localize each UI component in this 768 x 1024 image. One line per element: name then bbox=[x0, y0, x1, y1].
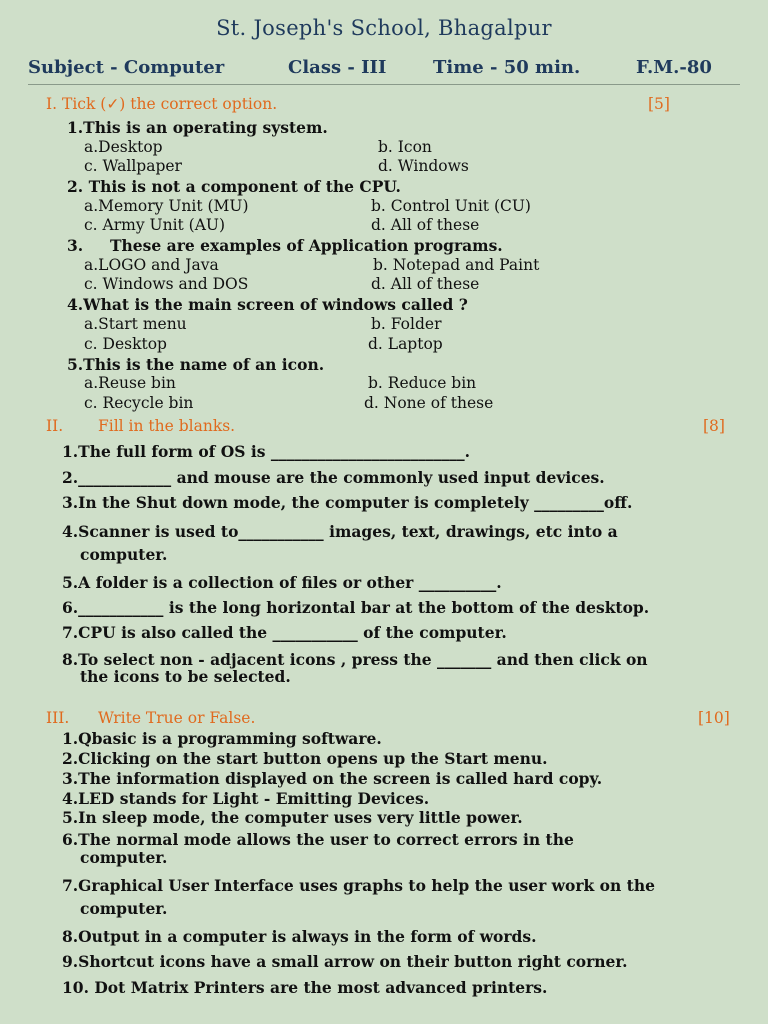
time-label: Time - 50 min. bbox=[433, 57, 581, 78]
mcq-2-option-c: c. Army Unit (AU) bbox=[84, 216, 226, 234]
section-2-title: Fill in the blanks. bbox=[98, 417, 236, 435]
mcq-5-option-c: c. Recycle bin bbox=[84, 394, 194, 412]
section-2-marks: [8] bbox=[703, 417, 725, 435]
mcq-question-4: 4.What is the main screen of windows called ? bbox=[67, 295, 468, 314]
header-divider bbox=[28, 84, 740, 85]
mcq-3-option-b: b. Notepad and Paint bbox=[373, 256, 540, 274]
mcq-1-option-c: c. Wallpaper bbox=[84, 157, 182, 175]
true-false-4: 4.LED stands for Light - Emitting Devices. bbox=[62, 789, 430, 808]
section-1-title: I. Tick (✓) the correct option. bbox=[46, 95, 278, 113]
true-false-8: 8.Output in a computer is always in the form of words. bbox=[62, 927, 537, 946]
mcq-4-option-d: d. Laptop bbox=[368, 335, 443, 353]
true-false-6: 6.The normal mode allows the user to correct errors in the bbox=[62, 830, 574, 849]
mcq-3-option-d: d. All of these bbox=[371, 275, 480, 293]
section-1-marks: [5] bbox=[648, 95, 670, 113]
mcq-4-option-b: b. Folder bbox=[371, 315, 442, 333]
mcq-4-option-c: c. Desktop bbox=[84, 335, 167, 353]
section-3-marks: [10] bbox=[698, 709, 730, 727]
mcq-4-option-a: a.Start menu bbox=[84, 315, 187, 333]
mcq-5-option-d: d. None of these bbox=[364, 394, 494, 412]
subject-label: Subject - Computer bbox=[28, 57, 225, 78]
mcq-question-1: 1.This is an operating system. bbox=[67, 118, 328, 137]
mcq-question-2: 2. This is not a component of the CPU. bbox=[67, 177, 401, 196]
true-false-9: 9.Shortcut icons have a small arrow on their button right corner. bbox=[62, 952, 628, 971]
section-2-number: II. bbox=[46, 417, 64, 435]
mcq-5-option-b: b. Reduce bin bbox=[368, 374, 477, 392]
mcq-3-option-c: c. Windows and DOS bbox=[84, 275, 249, 293]
fill-blank-5: 5.A folder is a collection of files or other __________. bbox=[62, 573, 502, 592]
mcq-5-option-a: a.Reuse bin bbox=[84, 374, 176, 392]
true-false-2: 2.Clicking on the start button opens up the Start menu. bbox=[62, 749, 548, 768]
mcq-3-option-a: a.LOGO and Java bbox=[84, 256, 219, 274]
fill-blank-1: 1.The full form of OS is _________________________. bbox=[62, 442, 470, 461]
fill-blank-4-cont: computer. bbox=[80, 545, 168, 564]
mcq-2-option-a: a.Memory Unit (MU) bbox=[84, 197, 249, 215]
true-false-3: 3.The information displayed on the screen is called hard copy. bbox=[62, 769, 603, 788]
mcq-1-option-a: a.Desktop bbox=[84, 138, 163, 156]
true-false-7: 7.Graphical User Interface uses graphs to help the user work on the bbox=[62, 876, 655, 895]
fill-blank-2: 2.____________ and mouse are the commonly used input devices. bbox=[62, 468, 605, 487]
fill-blank-8-cont: the icons to be selected. bbox=[80, 667, 291, 686]
class-label: Class - III bbox=[288, 57, 387, 78]
fill-blank-6: 6.___________ is the long horizontal bar at the bottom of the desktop. bbox=[62, 598, 650, 617]
fill-blank-4: 4.Scanner is used to___________ images, text, drawings, etc into a bbox=[62, 522, 618, 541]
full-marks-label: F.M.-80 bbox=[636, 57, 712, 78]
true-false-5: 5.In sleep mode, the computer uses very little power. bbox=[62, 808, 523, 827]
mcq-1-option-d: d. Windows bbox=[378, 157, 469, 175]
mcq-question-5: 5.This is the name of an icon. bbox=[67, 355, 325, 374]
fill-blank-3: 3.In the Shut down mode, the computer is completely _________off. bbox=[62, 493, 633, 512]
mcq-question-3: These are examples of Application programs. bbox=[110, 236, 503, 255]
section-3-number: III. bbox=[46, 709, 70, 727]
true-false-1: 1.Qbasic is a programming software. bbox=[62, 729, 382, 748]
true-false-10: 10. Dot Matrix Printers are the most advanced printers. bbox=[62, 978, 548, 997]
mcq-question-3-number: 3. bbox=[67, 236, 84, 255]
school-name: St. Joseph's School, Bhagalpur bbox=[216, 16, 552, 40]
mcq-2-option-d: d. All of these bbox=[371, 216, 480, 234]
true-false-7-cont: computer. bbox=[80, 899, 168, 918]
fill-blank-7: 7.CPU is also called the ___________ of the computer. bbox=[62, 623, 507, 642]
mcq-1-option-b: b. Icon bbox=[378, 138, 432, 156]
section-3-title: Write True or False. bbox=[98, 709, 256, 727]
true-false-6-cont: computer. bbox=[80, 848, 168, 867]
mcq-2-option-b: b. Control Unit (CU) bbox=[371, 197, 531, 215]
fill-blank-8: 8.To select non - adjacent icons , press the _______ and then click on bbox=[62, 650, 648, 669]
